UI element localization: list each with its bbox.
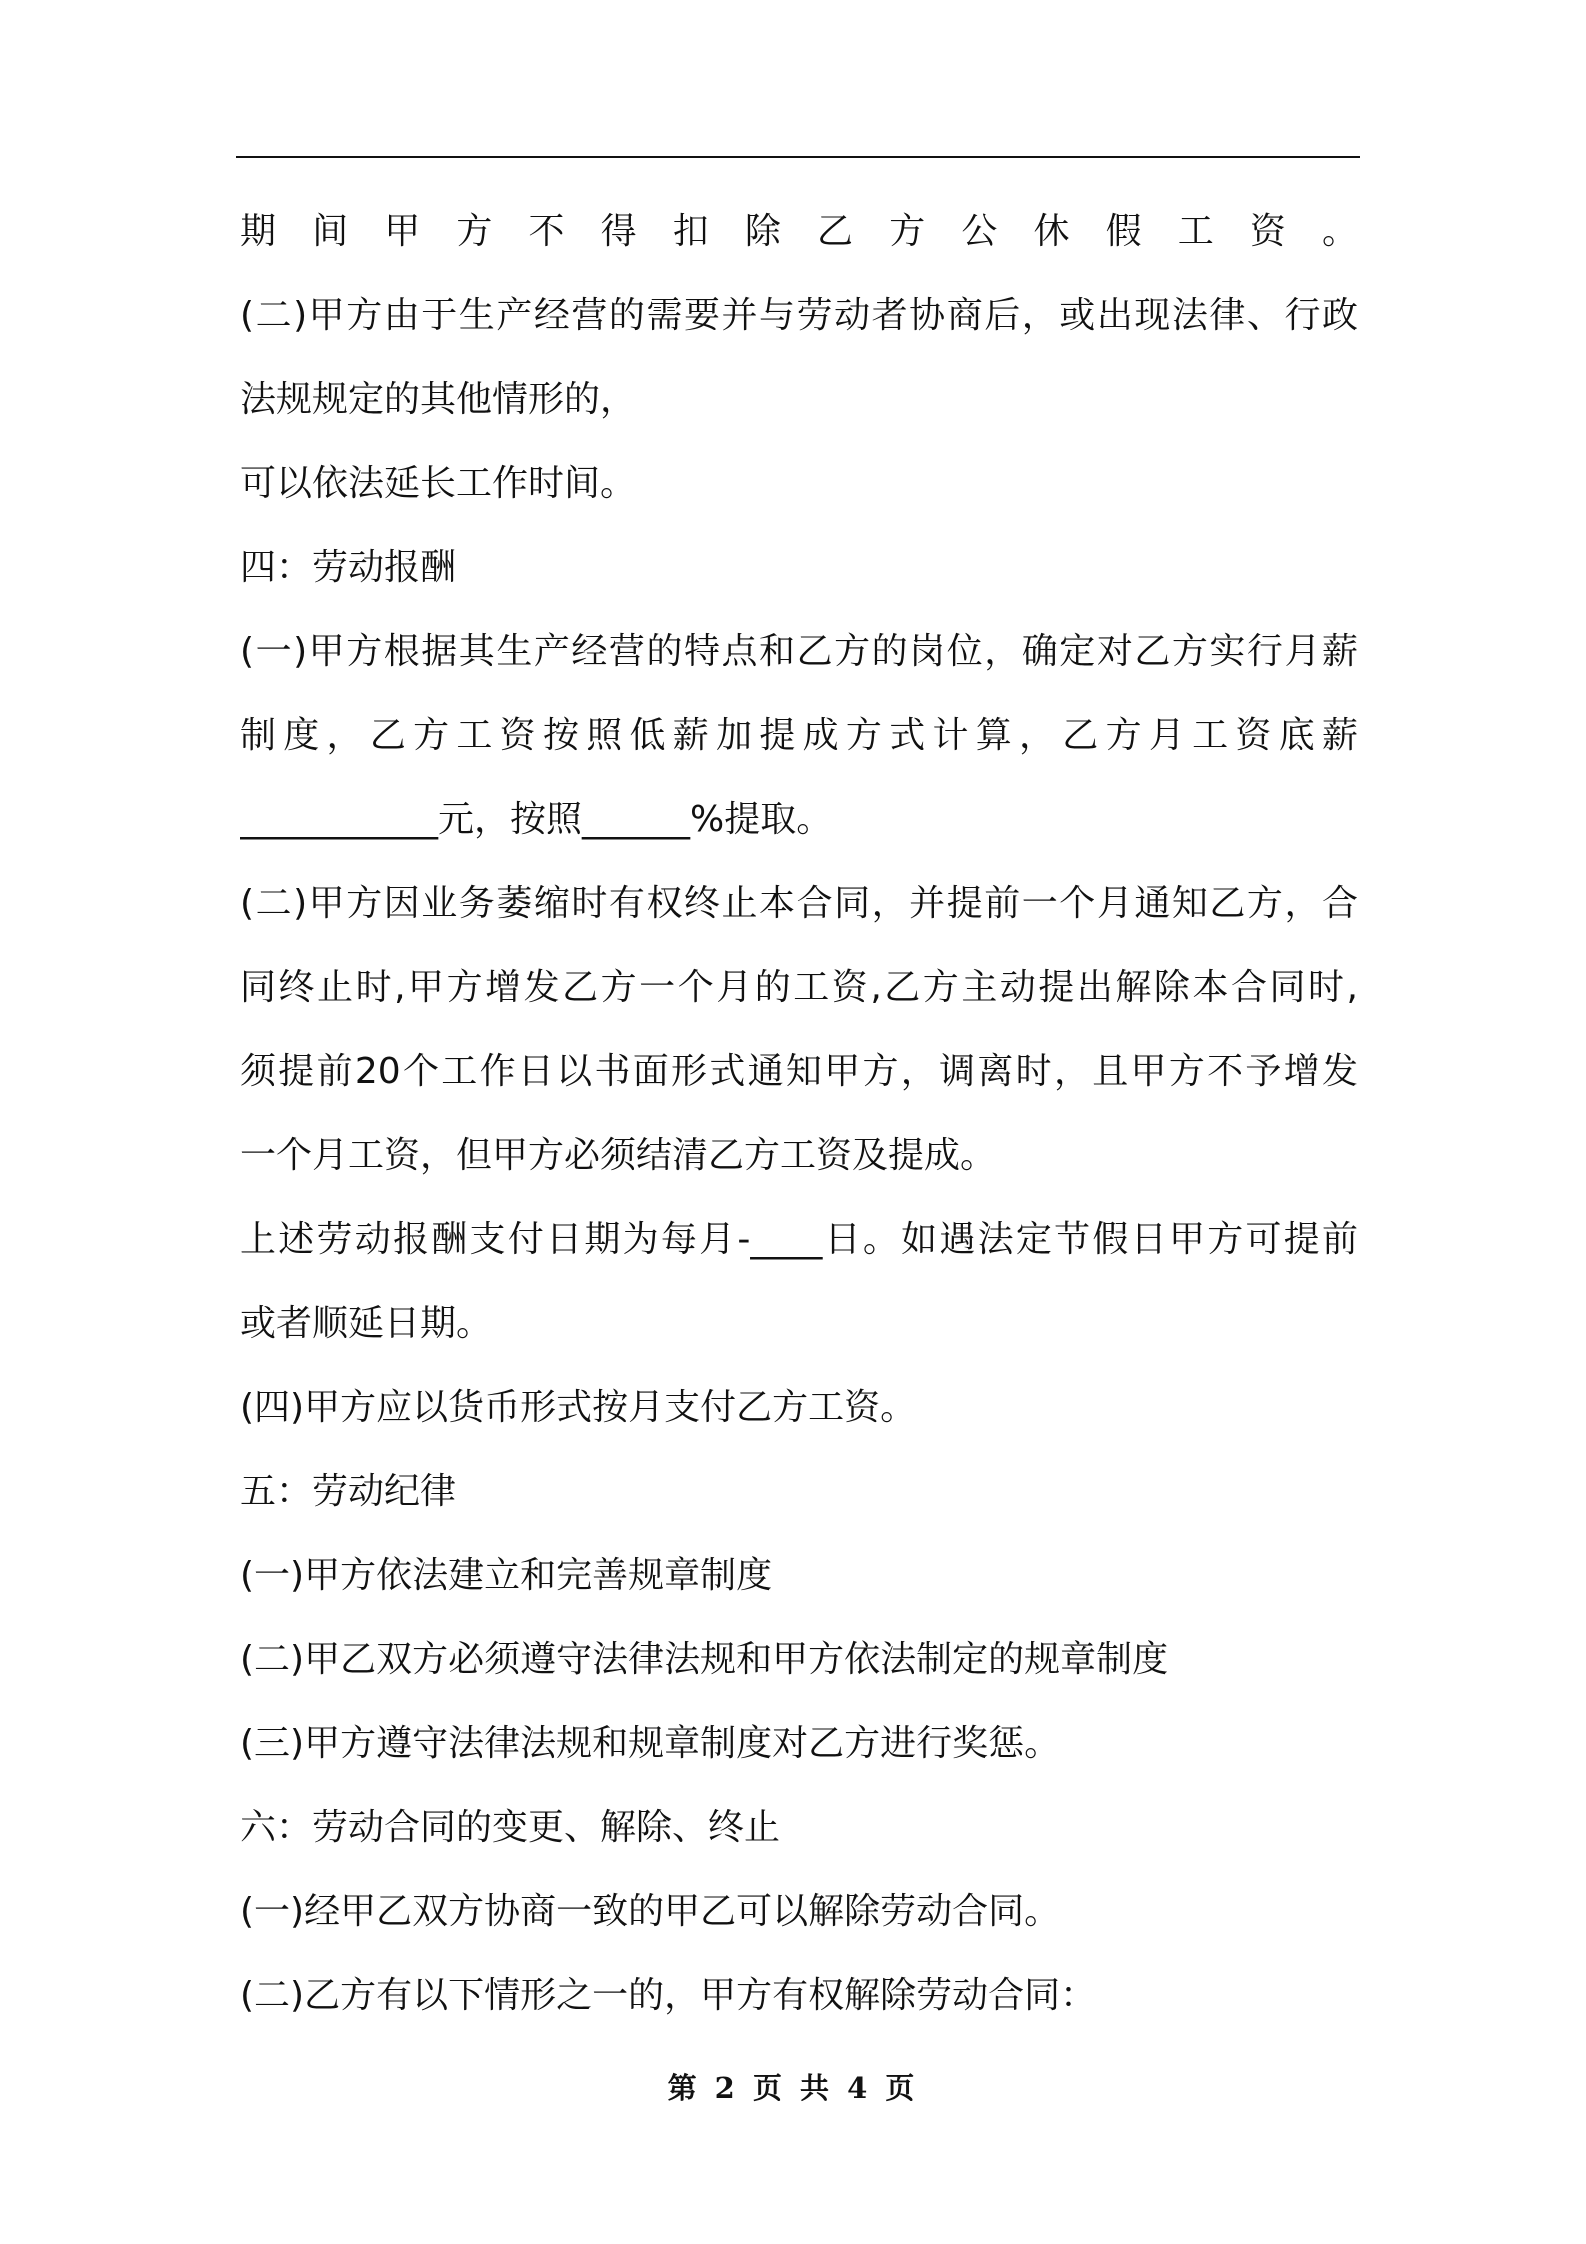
section-heading: 六：劳动合同的变更、解除、终止	[240, 1807, 781, 1848]
text-line: (二)甲方由于生产经营的需要并与劳动者协商后，或出现法律、行政	[240, 295, 1358, 336]
header-rule	[236, 156, 1360, 158]
text-line: (二)甲乙双方必须遵守法律法规和甲方依法制定的规章制度	[240, 1639, 1169, 1680]
text-line: (一)经甲乙双方协商一致的甲乙可以解除劳动合同。	[240, 1891, 1061, 1932]
section-heading: 五：劳动纪律	[240, 1471, 457, 1512]
text-line: ___________元，按照______%提取。	[240, 799, 833, 840]
page-number: 第 2 页 共 4 页	[667, 2071, 919, 2105]
text-line: 同终止时,甲方增发乙方一个月的工资,乙方主动提出解除本合同时,	[240, 967, 1358, 1008]
text-line: 须提前20个工作日以书面形式通知甲方，调离时，且甲方不予增发	[240, 1051, 1358, 1092]
text-line: 法规规定的其他情形的，	[240, 379, 637, 420]
section-heading: 四：劳动报酬	[240, 547, 457, 588]
text-line: (二)乙方有以下情形之一的，甲方有权解除劳动合同：	[240, 1975, 1097, 2016]
text-line: (二)甲方因业务萎缩时有权终止本合同，并提前一个月通知乙方，合	[240, 883, 1358, 924]
text-line: (一)甲方依法建立和完善规章制度	[240, 1555, 773, 1596]
text-line: 期间甲方不得扣除乙方公休假工资。	[240, 211, 1358, 252]
text-line: (四)甲方应以货币形式按月支付乙方工资。	[240, 1387, 917, 1428]
text-line: 或者顺延日期。	[240, 1303, 493, 1344]
text-line: 可以依法延长工作时间。	[240, 463, 637, 504]
document-body	[240, 190, 1358, 2038]
text-line: 制度，乙方工资按照低薪加提成方式计算，乙方月工资底薪	[240, 715, 1358, 756]
text-line: 一个月工资，但甲方必须结清乙方工资及提成。	[240, 1135, 997, 1176]
text-line: 上述劳动报酬支付日期为每月-____日。如遇法定节假日甲方可提前	[240, 1219, 1358, 1260]
text-line: (三)甲方遵守法律法规和规章制度对乙方进行奖惩。	[240, 1723, 1061, 1764]
text-line: (一)甲方根据其生产经营的特点和乙方的岗位，确定对乙方实行月薪	[240, 631, 1358, 672]
